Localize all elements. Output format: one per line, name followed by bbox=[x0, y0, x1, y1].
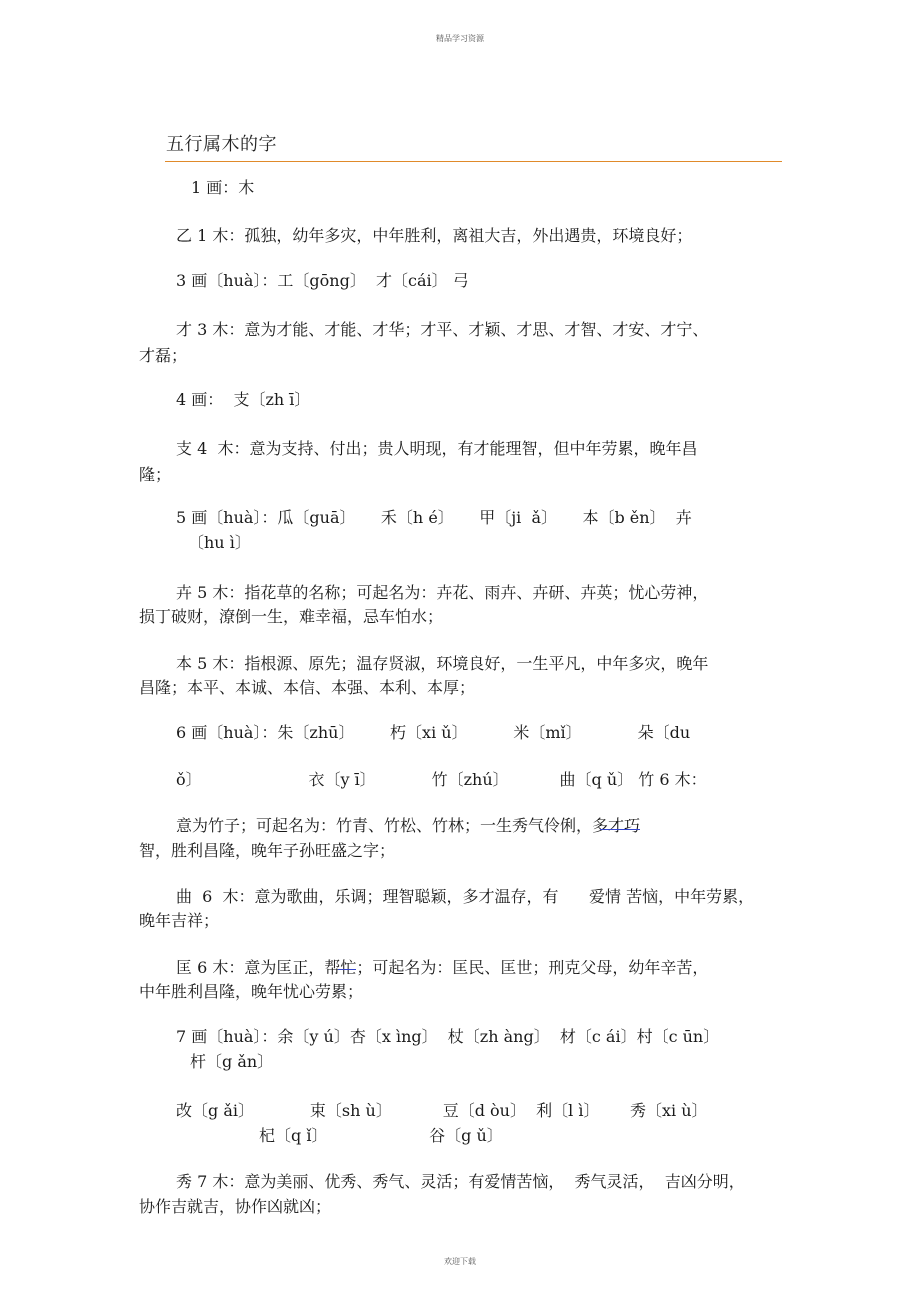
text-line: 7 画〔huà〕：余〔y ú〕杏〔x ìng〕 杖〔zh àng〕 材〔c ái〕村〔c ūn〕 bbox=[176, 1027, 720, 1046]
text-line: 曲 6 木：意为歌曲，乐调；理智聪颖，多才温存，有 爱情 苦恼，中年劳累， bbox=[176, 887, 755, 906]
text-line: 1 画：木 bbox=[191, 178, 255, 197]
page-header: 精品学习资源 bbox=[436, 34, 484, 43]
text-line: 损丁破财，潦倒一生，难幸福，忌车怕水； bbox=[139, 607, 444, 626]
text-line: 隆； bbox=[139, 465, 172, 484]
text-line: 4 画： 支〔zh ī〕 bbox=[176, 390, 311, 409]
text-line: 才磊； bbox=[139, 346, 188, 365]
text-line: 杞〔q ǐ〕 谷〔g ǔ〕 bbox=[259, 1126, 503, 1145]
text-line: 〔hu ì〕 bbox=[188, 533, 251, 552]
text-line: 本 5 木：指根源、原先；温存贤淑，环境良好，一生平凡，中年多灾，晚年 bbox=[176, 654, 709, 673]
text-line: 卉 5 木：指花草的名称；可起名为：卉花、雨卉、卉研、卉英；忧心劳神， bbox=[176, 583, 709, 602]
edit-mark bbox=[600, 829, 640, 830]
page-footer: 欢迎下载 bbox=[444, 1257, 476, 1266]
text-line: 匡 6 木：意为匡正，帮忙；可起名为：匡民、匡世；刑克父母，幼年辛苦， bbox=[176, 958, 709, 977]
text-line: 乙 1 木：孤独，幼年多灾，中年胜利，离祖大吉，外出遇贵，环境良好； bbox=[176, 226, 693, 245]
text-line: 秀 7 木：意为美丽、优秀、秀气、灵活；有爱情苦恼， 秀气灵活， 吉凶分明， bbox=[176, 1172, 745, 1191]
text-line: 意为竹子；可起名为：竹青、竹松、竹林；一生秀气伶俐，多才巧 bbox=[176, 816, 641, 835]
text-line: 中年胜利昌隆，晚年忧心劳累； bbox=[139, 982, 364, 1001]
text-line: 昌隆；本平、本诚、本信、本强、本利、本厚； bbox=[139, 678, 476, 697]
text-line: 智，胜利昌隆，晚年子孙旺盛之字； bbox=[139, 841, 396, 860]
title-divider bbox=[165, 161, 782, 162]
edit-mark bbox=[338, 969, 356, 970]
text-line: 3 画〔huà〕：工〔gōng〕 才〔cái〕 弓 bbox=[176, 271, 469, 290]
text-line: 5 画〔huà〕：瓜〔guā〕 禾〔h é〕 甲〔ji ǎ〕 本〔b ěn〕 卉 bbox=[176, 508, 692, 527]
text-line: 晚年吉祥； bbox=[139, 911, 220, 930]
text-line: 才 3 木：意为才能、才能、才华；才平、才颖、才思、才智、才安、才宁、 bbox=[176, 320, 709, 339]
text-line: 协作吉就吉，协作凶就凶； bbox=[139, 1197, 332, 1216]
text-line: 6 画〔huà〕：朱〔zhū〕 朽〔xi ǔ〕 米〔mǐ〕 朵〔du bbox=[176, 723, 691, 742]
document-title: 五行属木的字 bbox=[166, 134, 277, 155]
text-line: 改〔g ǎi〕 束〔sh ù〕 豆〔d òu〕 利〔l ì〕 秀〔xi ù〕 bbox=[176, 1101, 708, 1120]
text-line: 杆〔g ǎn〕 bbox=[190, 1052, 274, 1071]
text-line: 支 4 木：意为支持、付出；贵人明现，有才能理智，但中年劳累，晚年昌 bbox=[176, 439, 698, 458]
text-line: ǒ〕 衣〔y ī〕 竹〔zhú〕 曲〔q ǔ〕 竹 6 木： bbox=[176, 770, 707, 789]
